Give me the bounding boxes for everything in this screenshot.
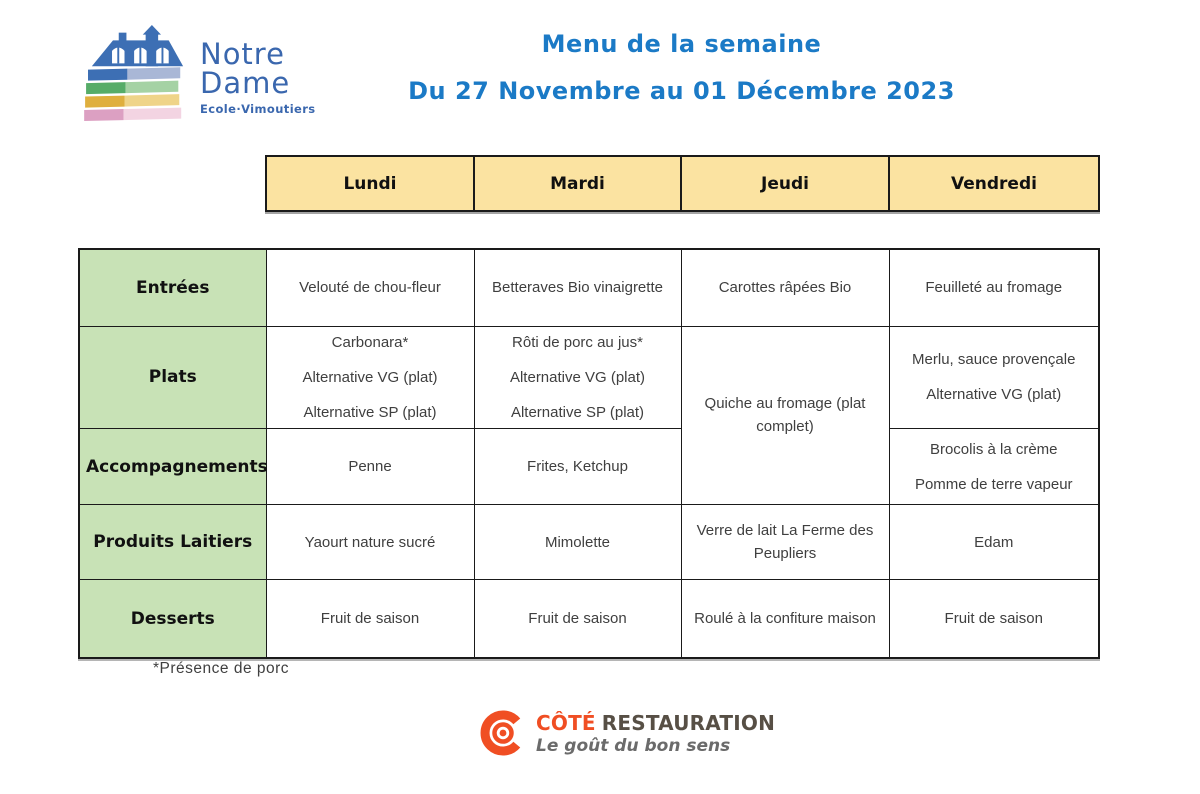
cell-plats-jeudi-merged: Quiche au fromage (plat complet) [681,326,889,505]
cell-entrees-jeudi: Carottes râpées Bio [681,249,889,326]
category-desserts: Desserts [79,580,266,658]
school-house-icon [84,24,190,122]
cote-restauration-icon [477,707,529,759]
brand-tagline: Le goût du bon sens [536,735,731,756]
cell-laitiers-vendredi: Edam [889,505,1099,580]
day-header-vendredi: Vendredi [889,156,1099,211]
menu-table [78,248,1100,659]
title-block [265,30,1098,105]
table-row-produits-laitiers [79,505,1099,580]
cell-laitiers-mardi: Mimolette [474,505,681,580]
cell-accomp-lundi: Penne [266,429,474,505]
table-row-entrees [79,249,1099,326]
cell-desserts-lundi: Fruit de saison [266,580,474,658]
cell-entrees-lundi: Velouté de chou-fleur [266,249,474,326]
category-accompagnements: Accompagnements [79,429,266,505]
cell-entrees-vendredi: Feuilleté au fromage [889,249,1099,326]
days-header-table [265,155,1100,212]
cell-laitiers-jeudi: Verre de lait La Ferme des Peupliers [681,505,889,580]
page-title: Menu de la semaine [541,30,822,58]
brand-name-second: RESTAURATION [601,710,776,735]
cell-plats-vendredi: Merlu, sauce provençale Alternative VG (plat) [889,326,1099,429]
day-header-jeudi: Jeudi [681,156,889,211]
cell-desserts-vendredi: Fruit de saison [889,580,1099,658]
category-plats: Plats [79,326,266,429]
cell-desserts-jeudi: Roulé à la confiture maison [681,580,889,658]
school-name-line2: Dame [200,66,291,100]
school-subtitle: Ecole·Vimoutiers [200,102,316,116]
table-row-plats [79,326,1099,429]
brand-name [536,711,775,735]
category-produits-laitiers: Produits Laitiers [79,505,266,580]
cell-desserts-mardi: Fruit de saison [474,580,681,658]
brand-name-first: CÔTÉ [536,710,596,735]
cell-accomp-mardi: Frites, Ketchup [474,429,681,505]
brand-footer [477,707,775,759]
cell-laitiers-lundi: Yaourt nature sucré [266,505,474,580]
date-range: Du 27 Novembre au 01 Décembre 2023 [408,77,955,105]
day-header-lundi: Lundi [266,156,474,211]
day-header-mardi: Mardi [474,156,681,211]
school-name-line1: Notre [200,37,285,71]
brand-text [536,711,775,756]
cell-plats-mardi: Rôti de porc au jus* Alternative VG (plat) Alternative SP (plat) [474,326,681,429]
category-entrees: Entrées [79,249,266,326]
cell-plats-lundi: Carbonara* Alternative VG (plat) Alternative SP (plat) [266,326,474,429]
cell-accomp-vendredi: Brocolis à la crème Pomme de terre vapeur [889,429,1099,505]
footnote: *Présence de porc [153,660,290,677]
table-row-desserts [79,580,1099,658]
cell-entrees-mardi: Betteraves Bio vinaigrette [474,249,681,326]
table-row-accompagnements [79,429,1099,505]
